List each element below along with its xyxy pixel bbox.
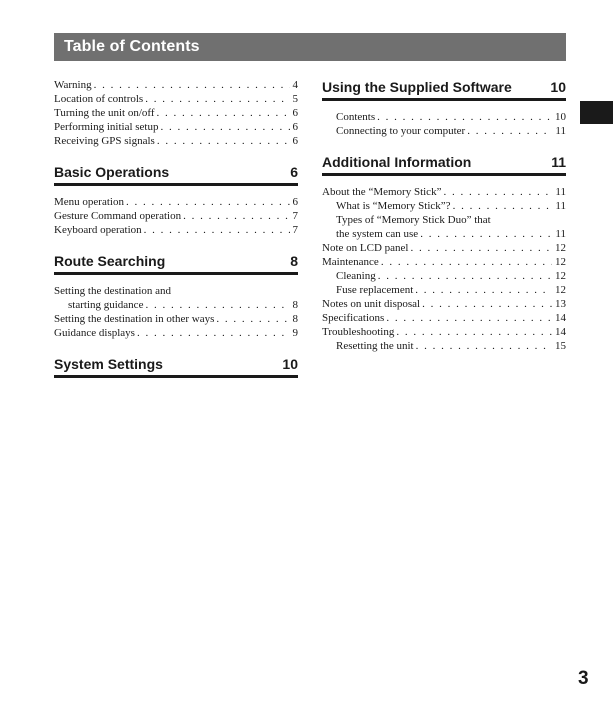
toc-entry-starting-guidance[interactable]: starting guidance . . . 8 <box>54 298 298 312</box>
section-heading-route-searching[interactable]: Route Searching 8 <box>54 252 298 275</box>
dot-leader <box>144 223 290 237</box>
dot-leader <box>183 209 289 223</box>
dot-leader <box>157 106 290 120</box>
dot-leader <box>396 325 552 339</box>
section-heading-supplied-software[interactable]: Using the Supplied Software 10 <box>322 78 566 101</box>
dot-leader <box>137 326 290 340</box>
toc-entry-location-of-controls[interactable]: Location of controls . . . 5 <box>54 92 298 106</box>
dot-leader <box>443 185 552 199</box>
toc-entry-specifications[interactable]: Specifications . . . 14 <box>322 311 566 325</box>
toc-entry-what-is-memory-stick[interactable]: What is “Memory Stick”? . . . 11 <box>322 199 566 213</box>
page-title: Table of Contents <box>64 38 200 55</box>
dot-leader <box>157 134 290 148</box>
chapter-tab-marker <box>580 101 613 124</box>
toc-entry-unit-disposal[interactable]: Notes on unit disposal . . . 13 <box>322 297 566 311</box>
toc-entry-destination-other-ways[interactable]: Setting the destination in other ways . . . 8 <box>54 312 298 326</box>
toc-entry-lcd-panel[interactable]: Note on LCD panel . . . 12 <box>322 241 566 255</box>
toc-entry-warning[interactable]: Warning . . . 4 <box>54 78 298 92</box>
toc-left-column <box>54 78 298 387</box>
toc-entry-menu-operation[interactable]: Menu operation . . . 6 <box>54 195 298 209</box>
section-heading-basic-operations[interactable]: Basic Operations 6 <box>54 163 298 186</box>
dot-leader <box>422 297 552 311</box>
toc-entry-cleaning[interactable]: Cleaning . . . 12 <box>322 269 566 283</box>
section-heading-system-settings[interactable]: System Settings 10 <box>54 355 298 378</box>
dot-leader <box>378 269 552 283</box>
dot-leader <box>126 195 290 209</box>
dot-leader <box>416 339 552 353</box>
toc-entry-setting-destination-line1[interactable]: Setting the destination and <box>54 285 172 297</box>
toc-entry-types-line1[interactable]: Types of “Memory Stick Duo” that <box>336 214 491 226</box>
toc-entry-guidance-displays[interactable]: Guidance displays . . . 9 <box>54 326 298 340</box>
toc-entry-resetting-unit[interactable]: Resetting the unit . . . 15 <box>322 339 566 353</box>
page-number: 3 <box>578 668 589 689</box>
dot-leader <box>386 311 552 325</box>
toc-entry-maintenance[interactable]: Maintenance . . . 12 <box>322 255 566 269</box>
dot-leader <box>453 199 553 213</box>
toc-title-bar <box>54 33 566 61</box>
dot-leader <box>467 124 552 138</box>
dot-leader <box>410 241 552 255</box>
section-heading-additional-information[interactable]: Additional Information 11 <box>322 153 566 176</box>
toc-entry-gps-signals[interactable]: Receiving GPS signals . . . 6 <box>54 134 298 148</box>
toc-entry-connecting-computer[interactable]: Connecting to your computer . . . 11 <box>322 124 566 138</box>
toc-entry-turning-on-off[interactable]: Turning the unit on/off . . . 6 <box>54 106 298 120</box>
toc-right-column <box>322 78 566 353</box>
dot-leader <box>94 78 290 92</box>
dot-leader <box>216 312 289 326</box>
dot-leader <box>415 283 552 297</box>
toc-entry-types-system-can-use[interactable]: the system can use . . . 11 <box>322 227 566 241</box>
dot-leader <box>145 298 289 312</box>
toc-entry-keyboard-operation[interactable]: Keyboard operation . . . 7 <box>54 223 298 237</box>
toc-entry-gesture-command[interactable]: Gesture Command operation . . . 7 <box>54 209 298 223</box>
dot-leader <box>381 255 552 269</box>
toc-entry-initial-setup[interactable]: Performing initial setup . . . 6 <box>54 120 298 134</box>
toc-entry-fuse-replacement[interactable]: Fuse replacement . . . 12 <box>322 283 566 297</box>
dot-leader <box>160 120 289 134</box>
dot-leader <box>145 92 289 106</box>
dot-leader <box>377 110 552 124</box>
toc-entry-troubleshooting[interactable]: Troubleshooting . . . 14 <box>322 325 566 339</box>
toc-entry-contents[interactable]: Contents . . . 10 <box>322 110 566 124</box>
dot-leader <box>420 227 552 241</box>
toc-entry-about-memory-stick[interactable]: About the “Memory Stick” . . . 11 <box>322 185 566 199</box>
